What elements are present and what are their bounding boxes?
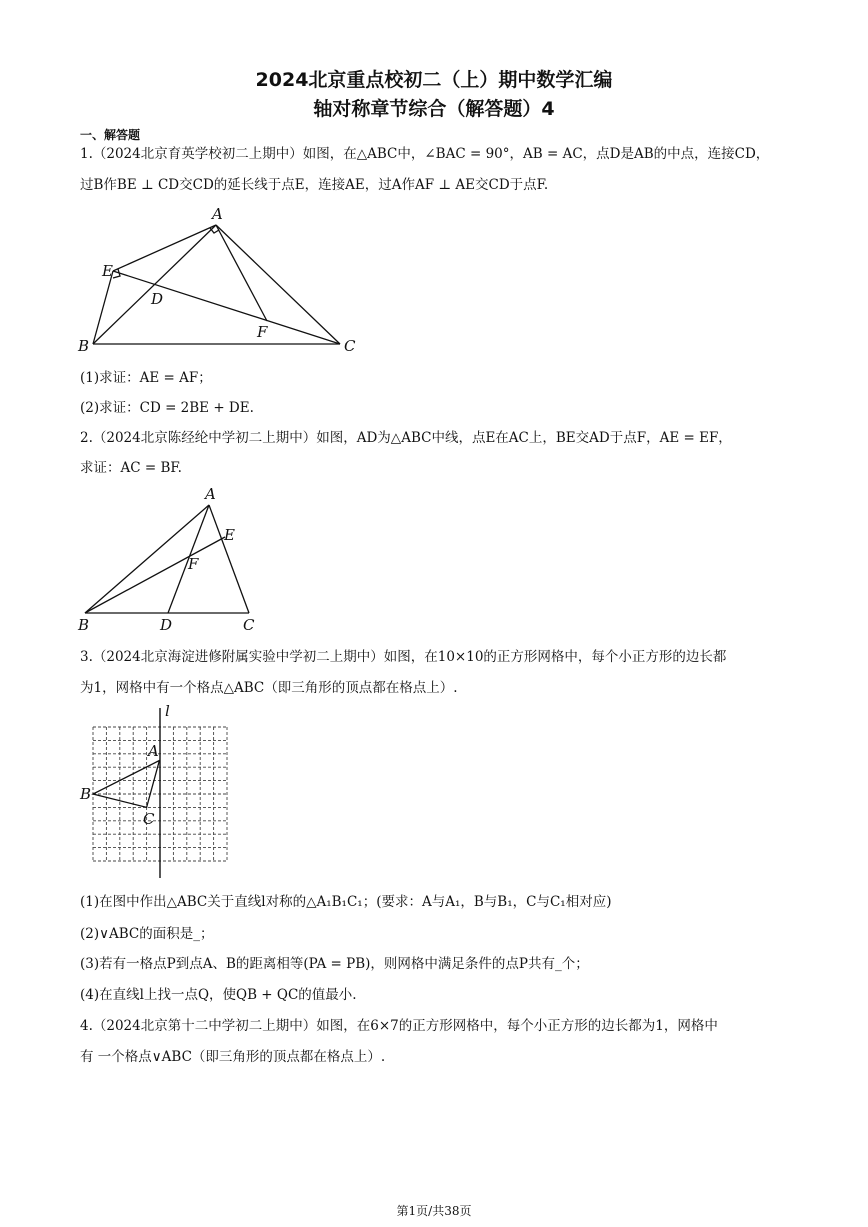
label-D: D [151,290,164,308]
problem-2-text-line2: 求证：AC = BF. [80,460,182,476]
problem-3-question-4: (4)在直线l上找一点Q，使QB + QC的值最小. [80,987,357,1003]
label-A: A [148,742,159,760]
page-title: 2024北京重点校初二（上）期中数学汇编 [255,69,613,91]
label-E: E [224,526,235,544]
problem-3-question-2: (2)∨ABC的面积是_； [80,926,214,942]
problem-1-text-line2: 过B作BE ⊥ CD交CD的延长线于点E，连接AE，过A作AF ⊥ AE交CD于点F. [80,177,549,193]
label-E: E [102,262,113,280]
label-B: B [80,785,92,803]
problem-1-figure [75,200,375,360]
problem-4-text-line2: 有 一个格点∨ABC（即三角形的顶点都在格点上）. [80,1049,386,1065]
label-D: D [160,616,173,634]
label-C: C [143,810,155,828]
problem-2-text-line1: 2.（2024北京陈经纶中学初二上期中）如图，AD为△ABC中线，点E在AC上，BE交AD于点F，AE = EF， [80,430,732,446]
label-C: C [243,616,255,634]
problem-3-grid-figure [75,700,235,882]
label-F: F [257,323,268,341]
page-number: 第1页/共38页 [396,1204,472,1218]
label-A: A [205,485,216,503]
label-l: l [165,702,170,720]
label-A: A [212,205,223,223]
label-B: B [78,337,90,355]
label-C: C [344,337,356,355]
problem-1-question-2: (2)求证：CD = 2BE + DE. [80,400,254,416]
problem-1-question-1: (1)求证：AE = AF； [80,370,212,386]
problem-2-figure [75,485,275,635]
problem-3-text-line2: 为1，网格中有一个格点△ABC（即三角形的顶点都在格点上）. [80,680,458,696]
problem-3-question-1: (1)在图中作出△ABC关于直线l对称的△A₁B₁C₁；(要求：A与A₁，B与B₁，C与C₁相对应) [80,894,612,910]
section-heading: 一、解答题 [80,128,141,142]
problem-4-text-line1: 4.（2024北京第十二中学初二上期中）如图，在6×7的正方形网格中，每个小正方形的边长都为1，网格中 [80,1018,718,1034]
page-subtitle: 轴对称章节综合（解答题）4 [313,98,555,120]
label-B: B [78,616,90,634]
problem-3-question-3: (3)若有一格点P到点A、B的距离相等(PA = PB)，则网格中满足条件的点P共有_个； [80,956,589,972]
problem-3-text-line1: 3.（2024北京海淀进修附属实验中学初二上期中）如图，在10×10的正方形网格中，每个小正方形的边长都 [80,649,727,665]
label-F: F [188,555,199,573]
problem-1-text-line1: 1.（2024北京育英学校初二上期中）如图，在△ABC中，∠BAC = 90°，AB = AC，点D是AB的中点，连接CD， [80,146,770,162]
